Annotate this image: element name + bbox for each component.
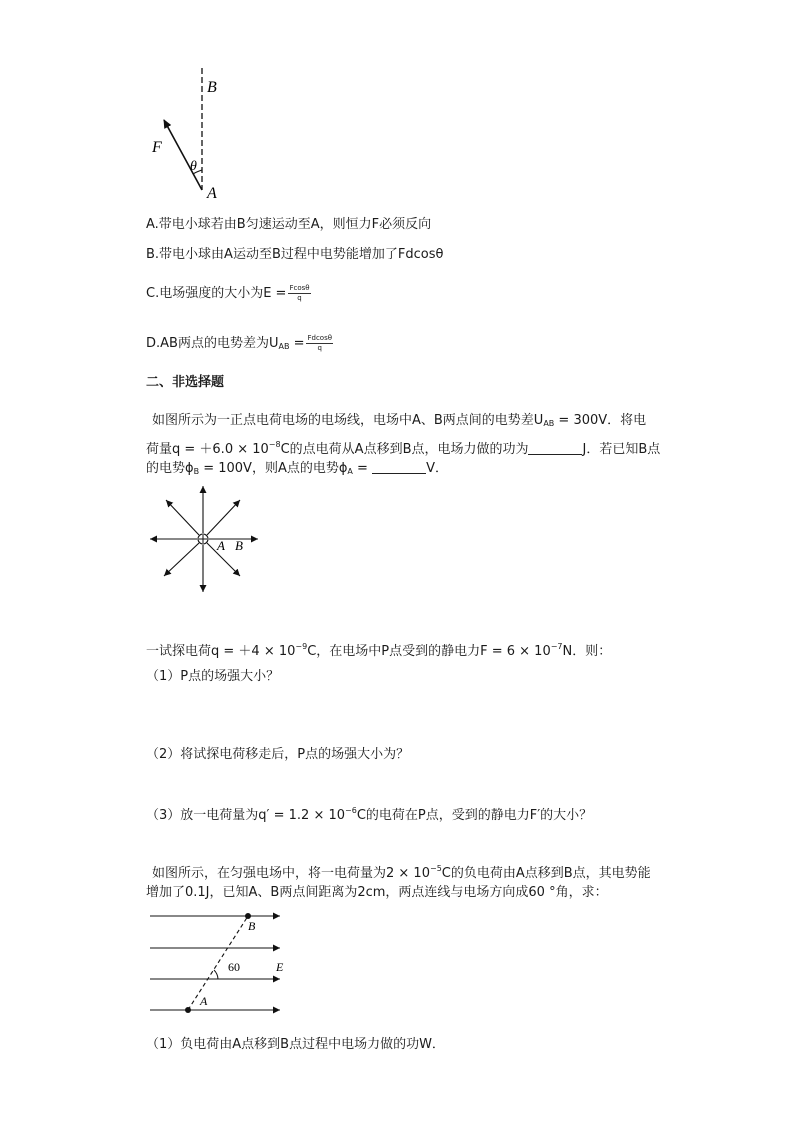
q2-intro-sup2: −7 [550,642,563,651]
figure-uniform-field [148,908,288,1018]
q2-part3 [146,802,592,825]
option-d-subscript: AB [278,342,290,351]
q2-intro-text-b: C，在电场中P点受到的静电力F = 6 × 10 [307,644,551,659]
field-line-up-right [207,500,240,535]
q2-part3-text-a: （3）放一电荷量为q′ = 1.2 × 10 [146,808,346,823]
field-line-up-left [166,500,199,535]
figure-radial-field [148,484,260,596]
label-b: B [248,919,256,933]
q1-line1 [152,412,646,433]
q2-part2: （2）将试探电荷移走后，P点的场强大小为？ [146,747,410,762]
q2-intro [146,638,611,661]
q1-answer-blank-potential[interactable] [372,461,426,474]
option-d-eq: = [289,336,305,351]
q1-line2-sup: −8 [268,440,281,449]
q3-line2: 增加了0.1J，已知A、B两点间距离为2cm，两点连线与电场方向成60 °角，求： [146,885,608,900]
q1-line3 [146,460,448,481]
option-d-numerator: Fdcosθ [307,334,333,342]
q1-line3-sub2: A [347,467,353,476]
label-a: A [217,538,225,553]
option-b: B.带电小球由A运动至B过程中电势能增加了Fdcosθ [146,247,444,262]
q2-part3-text-b: C的电荷在P点，受到的静电力F′的大小？ [356,808,593,823]
figure-force-diagram [140,60,250,210]
angle-arc [214,970,218,979]
option-c [146,284,311,303]
q3-line1 [152,860,651,883]
label-b: B [207,79,217,96]
q1-line3-text-b: = 100V，则A点的电势ϕ [199,461,348,476]
label-theta: θ [190,159,197,174]
q1-line3-sub1: B [193,467,200,476]
q1-line1-text-b: = 300V．将电 [554,413,647,428]
q1-line2-text-b: C的点电荷从A点移到B点，电场力做的功为 [280,442,529,457]
q1-line2-text-a: 荷量q = ＋6.0 × 10 [146,442,269,457]
option-a: A.带电小球若由B匀速运动至A，则恒力F必须反向 [146,217,432,232]
q2-intro-text-a: 一试探电荷q = ＋4 × 10 [146,644,296,659]
q1-answer-blank-work[interactable] [528,442,582,455]
option-d-fraction [306,334,333,353]
option-d [146,334,333,356]
q1-line3-text-c: = [352,461,368,476]
q3-line1-sup: −5 [429,864,442,873]
q2-intro-sup1: −9 [295,642,308,651]
option-d-denominator: q [317,344,322,352]
section-title: 二、非选择题 [146,375,225,390]
q2-part1: （1）P点的场强大小？ [146,669,280,684]
option-c-denominator: q [297,294,302,302]
option-c-fraction [288,284,310,303]
q1-line1-sub: AB [543,419,555,428]
q1-line3-text-d: V． [426,461,448,476]
field-line-down-left [164,543,199,576]
q3-line1-text-a: 如图所示，在匀强电场中，将一电荷量为2 × 10 [152,866,430,881]
label-b: B [235,538,243,553]
label-a: A [200,994,208,1008]
option-c-numerator: Fcosθ [289,284,310,292]
q1-line1-text-a: 如图所示为一正点电荷电场的电场线，电场中A、B两点间的电势差U [152,413,544,428]
q3-part1: （1）负电荷由A点移到B点过程中电场力做的功W． [146,1037,445,1052]
q1-line2-text-c: J．若已知B点 [582,442,661,457]
force-arrow-f [164,120,202,190]
q2-intro-text-c: N．则： [562,644,612,659]
q1-line2 [146,436,660,459]
label-e: E [276,960,284,974]
q3-line1-text-b: C的负电荷由A点移到B点，其电势能 [441,866,651,881]
option-d-text: D.AB两点的电势差为U [146,336,279,351]
point-a [185,1007,191,1013]
q1-line3-text-a: 的电势ϕ [146,461,194,476]
option-c-text: C.电场强度的大小为E = [146,286,287,301]
label-a: A [207,185,217,202]
label-f: F [152,139,162,156]
label-angle: 60 [228,960,240,974]
q2-part3-sup: −6 [345,806,357,815]
